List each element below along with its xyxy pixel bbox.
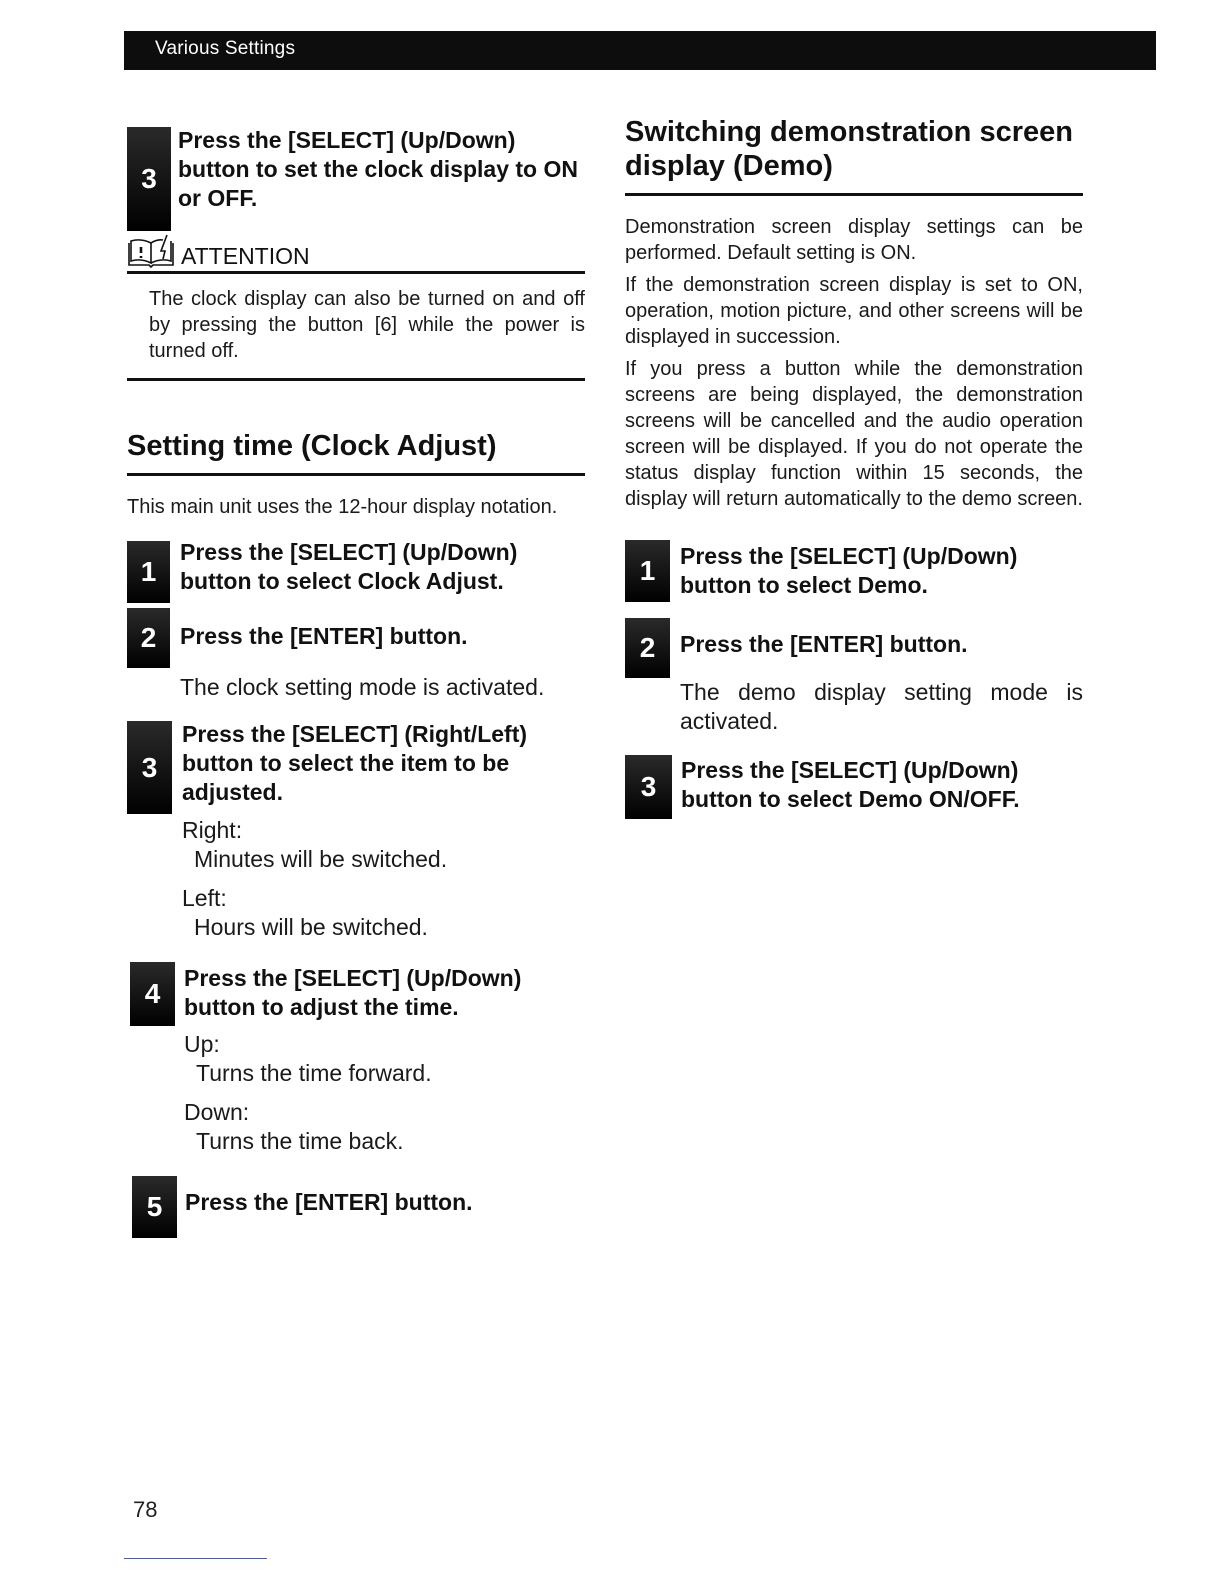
step-note: The clock setting mode is activated. — [180, 674, 545, 700]
step-badge: 2 — [127, 608, 170, 668]
demo-step-2 — [625, 630, 1083, 736]
left-column — [127, 115, 585, 1222]
step-text: Press the [SELECT] (Up/Down) button to select Demo. — [680, 543, 1018, 598]
section-title: Switching demonstration screen display (Demo) — [625, 115, 1083, 196]
step-text: Press the [SELECT] (Up/Down) button to select Clock Adjust. — [180, 539, 518, 594]
header-title: Various Settings — [155, 38, 296, 59]
paragraph: If the demonstration screen display is set to ON, operation, motion picture, and other screens will be displayed in succession. — [625, 274, 1083, 348]
step-badge: 1 — [127, 541, 170, 603]
step-badge: 1 — [625, 540, 670, 602]
sub-desc: Minutes will be switched. — [194, 846, 448, 872]
step-badge: 4 — [130, 962, 175, 1026]
sub-desc: Turns the time forward. — [196, 1060, 432, 1086]
step-badge: 3 — [127, 721, 172, 814]
attention-header — [127, 231, 585, 274]
right-column — [625, 115, 1083, 814]
clock-step-3 — [127, 720, 585, 942]
step-badge: 2 — [625, 618, 670, 678]
page-number: 78 — [133, 1497, 158, 1522]
step-text: Press the [SELECT] (Up/Down) button to adjust the time. — [184, 965, 522, 1020]
sub-label: Up: — [184, 1031, 220, 1057]
footer-divider — [124, 1558, 267, 1559]
sub-label: Left: — [182, 885, 227, 911]
step-text: Press the [SELECT] (Right/Left) button to select the item to be adjusted. — [182, 721, 528, 805]
paragraph: If you press a button while the demonstration screens are being displayed, the demonstration screens will be cancelled and the audio operation screen will be displayed. If you do not operate the status display function within 15 seconds, the display will return automatically to the demo screen. — [625, 358, 1083, 510]
section-intro: This main unit uses the 12-hour display notation. — [127, 496, 558, 518]
step-text: Press the [SELECT] (Up/Down) button to select Demo ON/OFF. — [681, 757, 1020, 812]
sub-desc: Turns the time back. — [196, 1128, 404, 1154]
step-sub-list — [127, 1030, 585, 1156]
step-badge: 5 — [132, 1176, 177, 1238]
clock-step-5 — [127, 1188, 585, 1222]
step-text: Press the [ENTER] button. — [185, 1189, 473, 1215]
clock-step-2 — [127, 622, 585, 702]
demo-step-1 — [625, 542, 1083, 602]
attention-label: ATTENTION — [181, 243, 310, 269]
header-bar — [124, 31, 1156, 70]
demo-paragraphs — [625, 214, 1083, 512]
step-note: The demo display setting mode is activated. — [680, 679, 1083, 734]
step-text: Press the [SELECT] (Up/Down) button to set the clock display to ON or OFF. — [178, 127, 578, 211]
clock-adjust-section — [127, 429, 585, 1222]
demo-step-3 — [625, 756, 1083, 814]
clock-step-1 — [127, 538, 585, 598]
attention-book-icon — [127, 231, 177, 269]
section-title: Setting time (Clock Adjust) — [127, 429, 585, 476]
step-badge: 3 — [127, 127, 171, 231]
step-sub-list — [127, 816, 585, 942]
clock-step-4 — [127, 964, 585, 1156]
step-clock-display — [127, 115, 585, 219]
step-text: Press the [ENTER] button. — [180, 623, 468, 649]
sub-label: Down: — [184, 1099, 250, 1125]
attention-box — [127, 231, 585, 381]
sub-desc: Hours will be switched. — [194, 914, 428, 940]
step-badge: 3 — [625, 755, 672, 819]
step-text: Press the [ENTER] button. — [680, 631, 968, 657]
paragraph: Demonstration screen display settings can be performed. Default setting is ON. — [625, 216, 1083, 264]
attention-text: The clock display can also be turned on and off by pressing the button [6] while the power is turned off. — [127, 274, 585, 381]
sub-label: Right: — [182, 817, 243, 843]
